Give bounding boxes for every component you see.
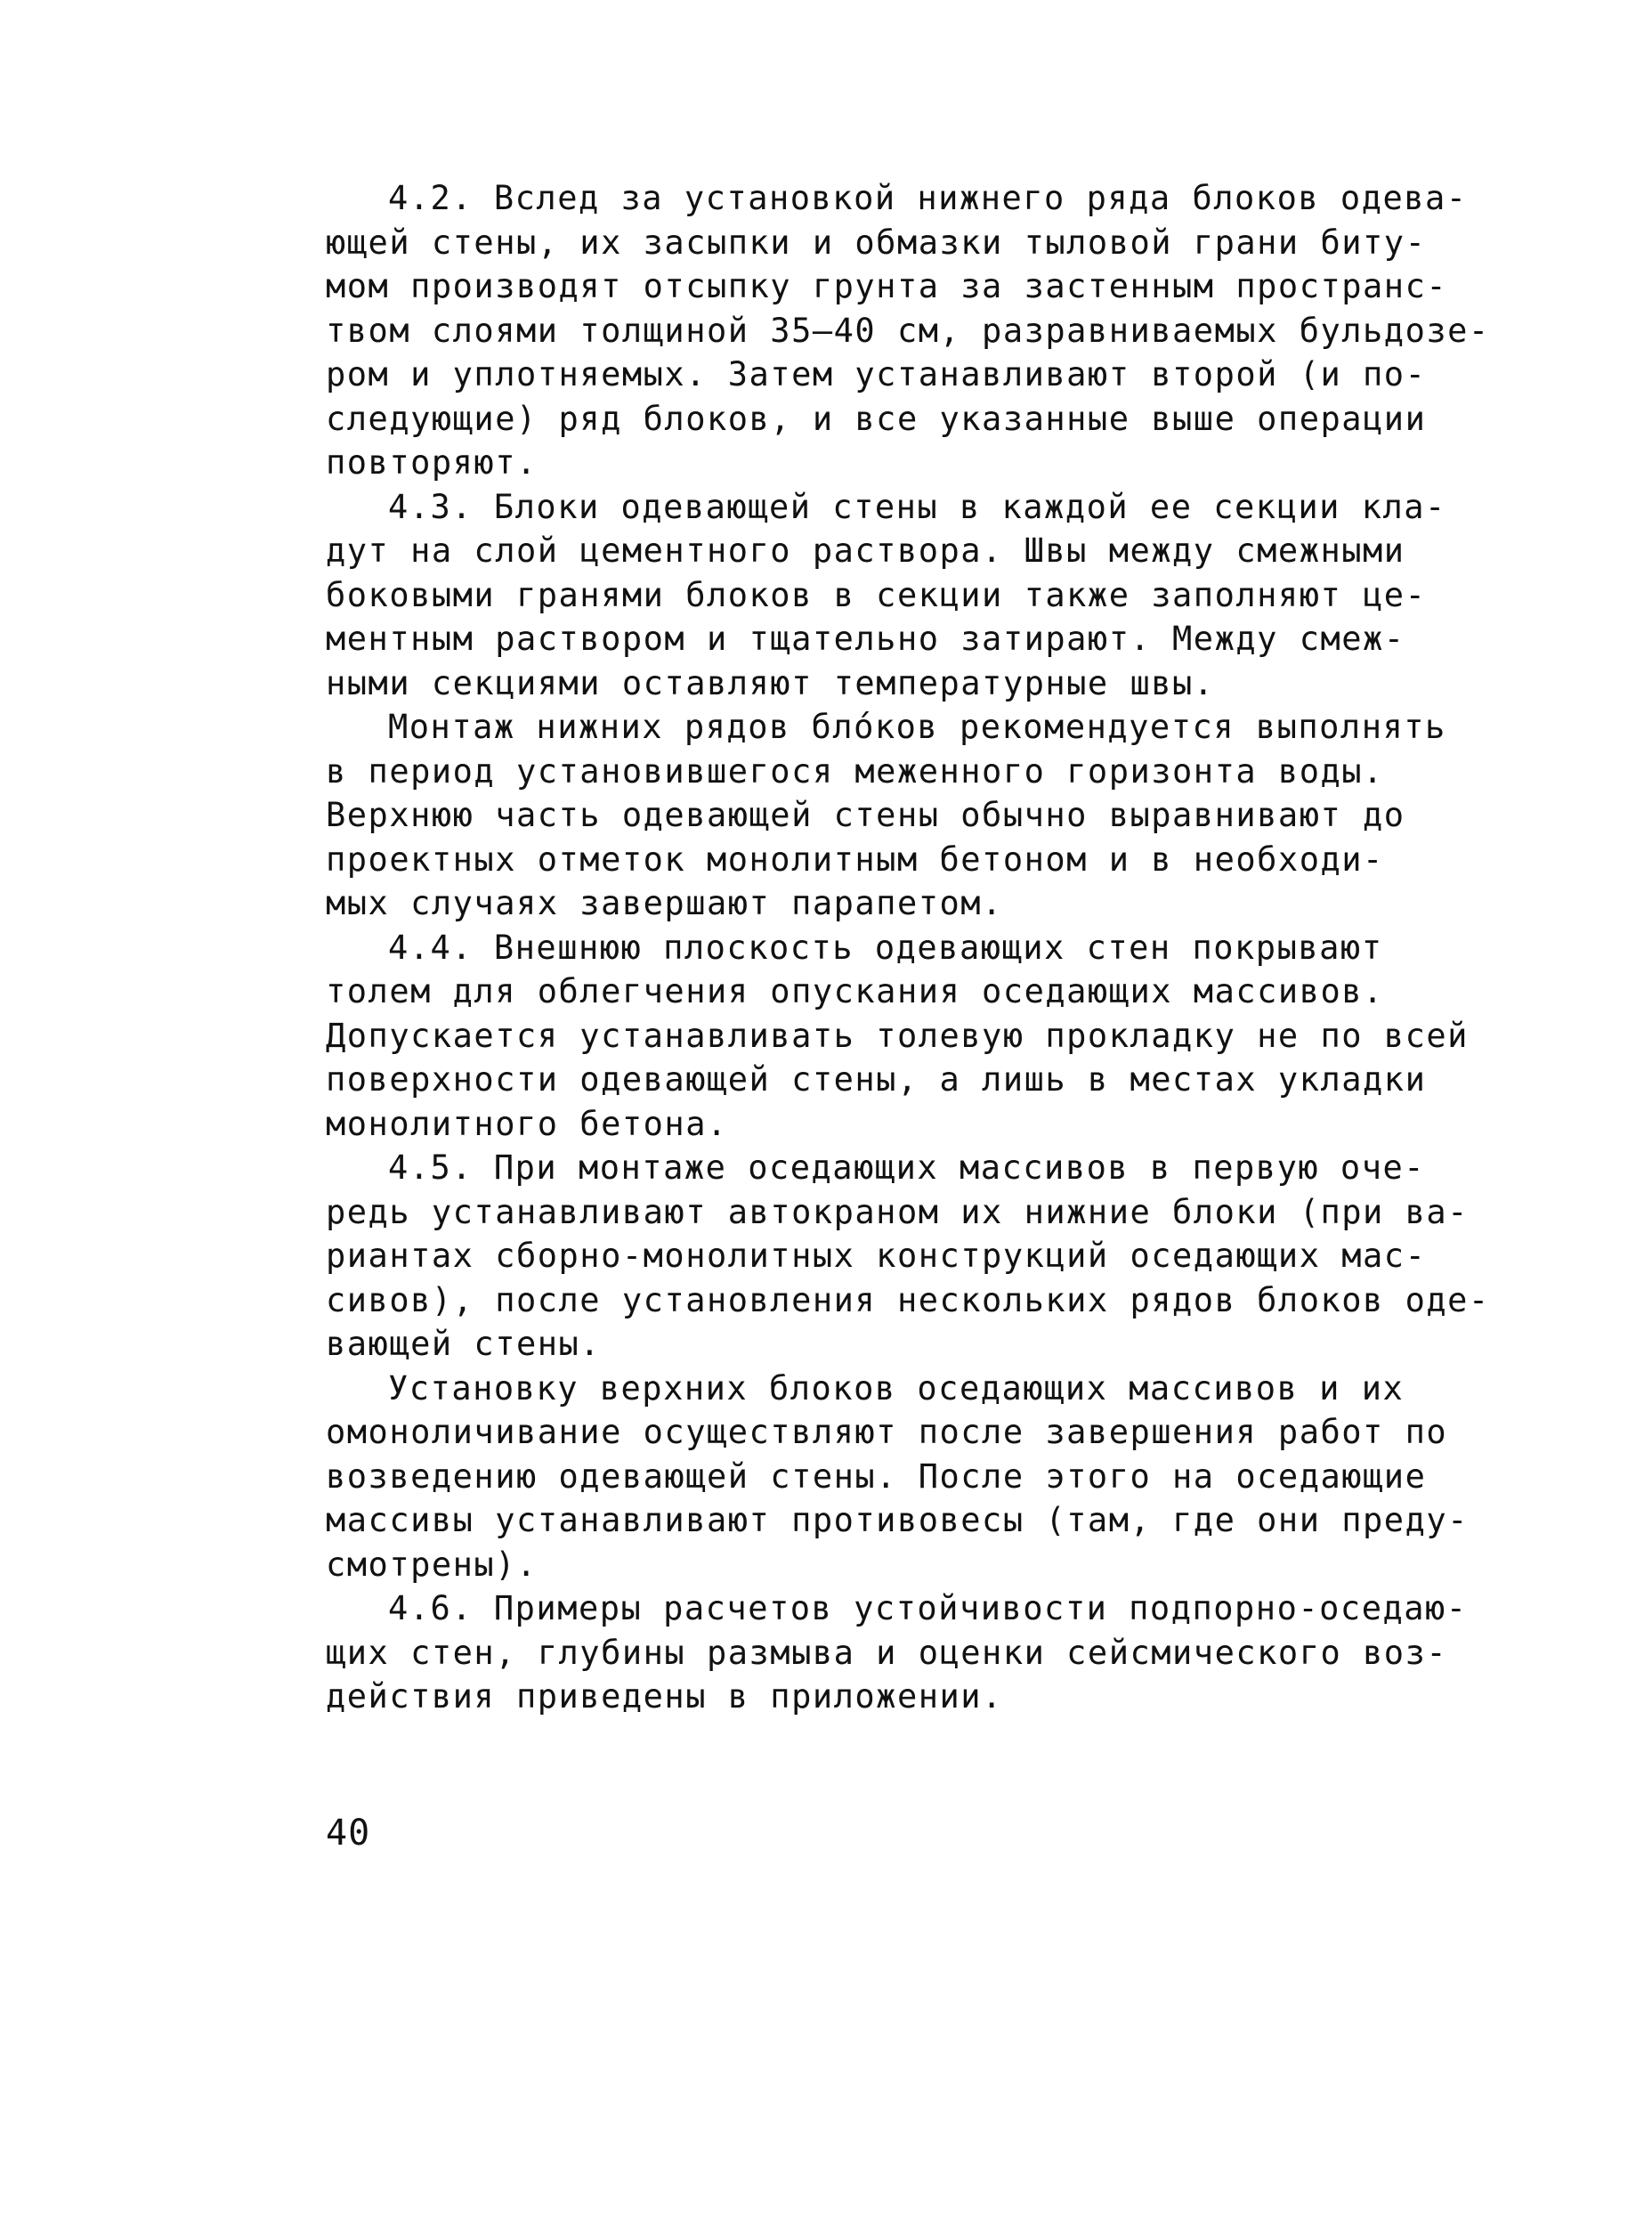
text-line: риантах сборно-монолитных конструкций оседающих мас- [326,1237,1427,1275]
text-line: возведению одевающей стены. После этого на оседающие [326,1456,1427,1496]
text-line: боковыми гранями блоков в секции также заполняют це- [326,575,1427,614]
text-line: Верхнюю часть одевающей стены обычно выравнивают до [326,796,1405,834]
text-line: монолитного бетона. [326,1104,728,1143]
text-line: ментным раствором и тщательно затирают. Между смеж- [326,620,1405,658]
text-line: мом производят отсыпку грунта за застенным пространс- [326,267,1448,305]
text-line: массивы устанавливают противовесы (там, где они преду- [326,1501,1469,1539]
text-line: ром и уплотняемых. Затем устанавливают второй (и по- [326,355,1427,394]
text-line: поверхности одевающей стены, а лишь в местах укладки [326,1060,1427,1099]
text-line: 4.2. Вслед за установкой нижнего ряда блоков одева- [388,179,1468,217]
text-line: толем для облегчения опускания оседающих массивов. [326,972,1384,1010]
text-line: проектных отметок монолитным бетоном и в необходи- [326,840,1384,879]
text-line: мых случаях завершают парапетом. [326,884,1003,922]
text-line: 4.3. Блоки одевающей стены в каждой ее секции кла- [388,487,1446,526]
text-line: твом слоями толщиной 35–40 см, разравниваемых бульдозе- [326,311,1490,350]
text-line: 4.5. При монтаже оседающих массивов в первую оче- [388,1148,1426,1187]
text-line: в период установившегося меженного горизонта воды. [326,751,1384,791]
text-line: Установку верхних блоков оседающих массивов и их [388,1368,1405,1408]
text-line: вающей стены. [326,1325,602,1363]
text-line: ными секциями оставляют температурные швы. [326,663,1215,702]
text-line: сивов), после установления нескольких рядов блоков оде- [326,1280,1490,1319]
text-line: повторяют. [326,443,538,482]
text-line: 4.6. Примеры расчетов устойчивости подпорно-оседаю- [388,1589,1468,1627]
text-line: действия приведены в приложении. [326,1677,1003,1716]
text-line: следующие) ряд блоков, и все указанные выше операции [326,399,1427,438]
text-line: 4.4. Внешнюю плоскость одевающих стен покрывают [388,928,1383,967]
page-number: 40 [326,1813,371,1854]
text-line: дут на слой цементного раствора. Швы между смежными [326,531,1405,570]
text-line: щих стен, глубины размыва и оценки сейсмического воз- [326,1633,1448,1672]
text-line: ющей стены, их засыпки и обмазки тыловой грани биту- [326,223,1427,262]
body-text [326,176,1518,1719]
text-line: Допускается устанавливать толевую прокладку не по всей [326,1016,1469,1055]
text-line: смотрены). [326,1545,538,1584]
text-line: омоноличивание осуществляют после завершения работ по [326,1413,1448,1451]
text-line: редь устанавливают автокраном их нижние блоки (при ва- [326,1192,1469,1231]
text-line: Монтаж нижних рядов блóков рекомендуется выполнять [388,708,1446,746]
